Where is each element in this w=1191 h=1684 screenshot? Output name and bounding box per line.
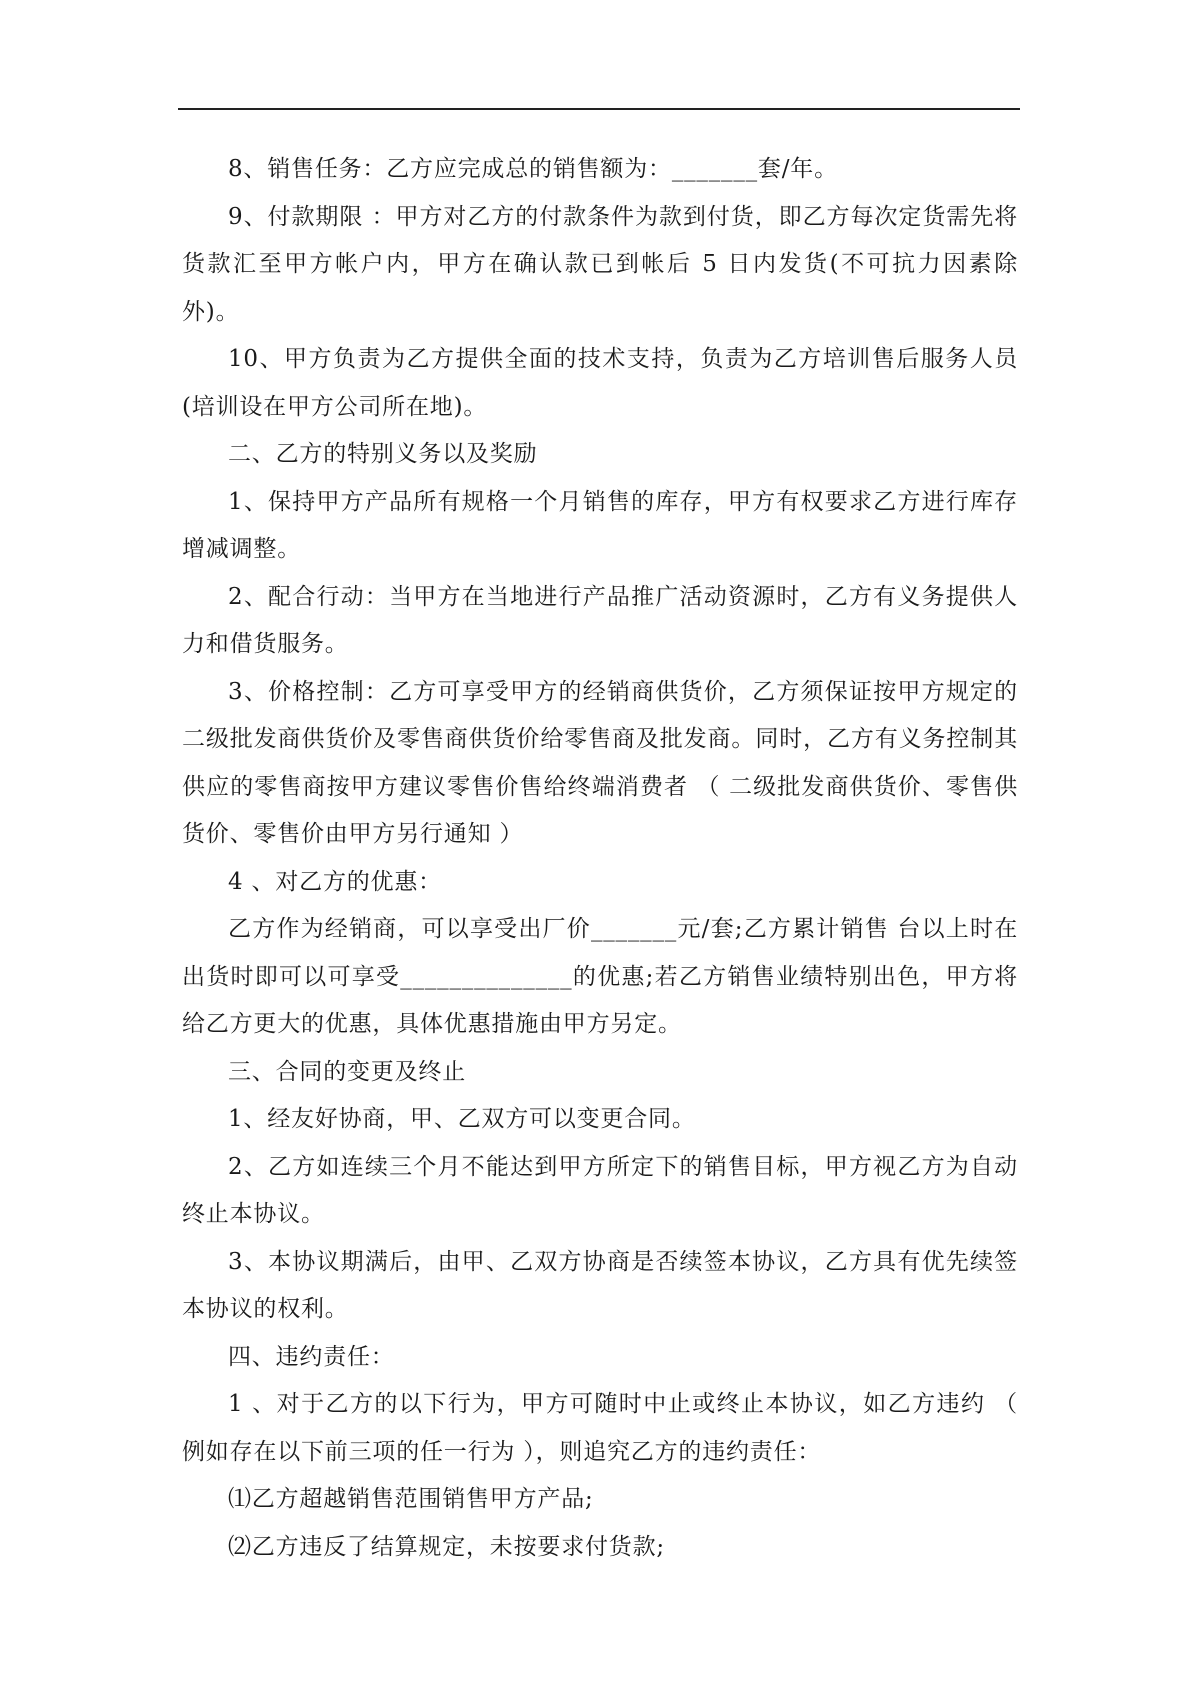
section-4-item-1-a: ⑴乙方超越销售范围销售甲方产品; [228, 1486, 594, 1512]
clause-10-technical-support: 10、甲方负责为乙方提供全面的技术支持，负责为乙方培训售后服务人员(培训设在甲方公司所在地)。 [182, 346, 1018, 420]
section-2-item-3: 3、价格控制：乙方可享受甲方的经销商供货价，乙方须保证按甲方规定的二级批发商供货价及零售商供货价给零售商及批发商。同时，乙方有义务控制其供应的零售商按甲方建议零售价售给终端消费者 （ 二级批发商供货价、零售供货价、零售价由甲方另行通知 ） [182, 678, 1018, 847]
document-body [182, 146, 1018, 1571]
section-2-item-1: 1、保持甲方产品所有规格一个月销售的库存，甲方有权要求乙方进行库存增减调整。 [182, 488, 1018, 562]
section-2-item-4: 4 、对乙方的优惠： [228, 868, 442, 895]
clause-9-payment-terms: 9、付款期限 ：甲方对乙方的付款条件为款到付货，即乙方每次定货需先将货款汇至甲方帐户内，甲方在确认款已到帐后 5 日内发货(不可抗力因素除外)。 [182, 203, 1018, 325]
section-2-item-4-detail: 乙方作为经销商，可以享受出厂价_______元/套;乙方累计销售 台以上时在出货时即可以可享受______________的优惠;若乙方销售业绩特别出色，甲方将给乙方更大的优惠，具体优惠措施由甲方另定。 [182, 916, 1018, 1037]
section-4-item-1: 1 、对于乙方的以下行为，甲方可随时中止或终止本协议，如乙方违约 （ 例如存在以下前三项的任一行为 ），则追究乙方的违约责任： [182, 1391, 1018, 1465]
section-3-item-1: 1、经友好协商，甲、乙双方可以变更合同。 [228, 1106, 696, 1132]
section-4-item-1-b: ⑵乙方违反了结算规定，未按要求付货款; [228, 1533, 665, 1560]
section-3-item-3: 3、本协议期满后，由甲、乙双方协商是否续签本协议，乙方具有优先续签本协议的权利。 [182, 1248, 1018, 1322]
section-3-heading: 三、合同的变更及终止 [228, 1058, 466, 1085]
section-4-heading: 四、违约责任： [228, 1343, 395, 1370]
clause-8-sales-target: 8、销售任务：乙方应完成总的销售额为：_______套/年。 [228, 156, 838, 182]
section-3-item-2: 2、乙方如连续三个月不能达到甲方所定下的销售目标，甲方视乙方为自动终止本协议。 [182, 1153, 1018, 1227]
section-2-heading: 二、乙方的特别义务以及奖励 [228, 441, 538, 467]
header-rule [178, 108, 1020, 110]
section-2-item-2: 2、配合行动：当甲方在当地进行产品推广活动资源时，乙方有义务提供人力和借货服务。 [182, 583, 1018, 657]
